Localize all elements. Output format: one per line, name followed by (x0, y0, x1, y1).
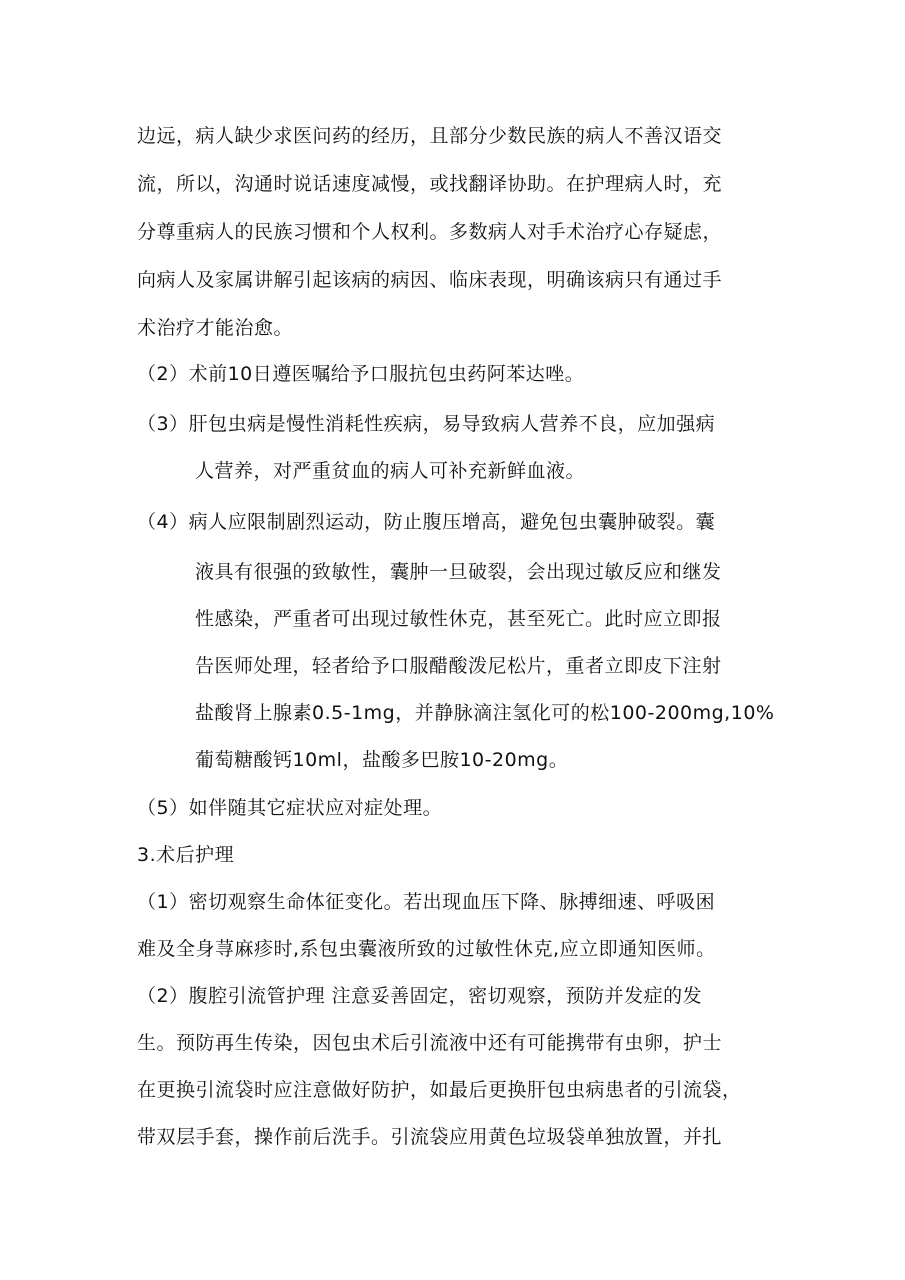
list-item-preop-4: （4）病人应限制剧烈运动，防止腹压增高，避免包虫囊肿破裂。囊 (137, 511, 716, 533)
list-item-preop-4-cont: 盐酸肾上腺素0.5-1mg，并静脉滴注氢化可的松100-200mg,10% (195, 702, 775, 724)
list-item-postop-1-cont: 难及全身荨麻疹时,系包虫囊液所致的过敏性休克,应立即通知医师。 (137, 938, 716, 960)
section-heading-postop: 3.术后护理 (137, 844, 235, 866)
list-item-postop-1: （1）密切观察生命体征变化。若出现血压下降、脉搏细速、呼吸困 (137, 891, 716, 913)
list-item-preop-3: （3）肝包虫病是慢性消耗性疾病，易导致病人营养不良，应加强病 (137, 413, 716, 435)
paragraph-line: 分尊重病人的民族习惯和个人权利。多数病人对手术治疗心存疑虑， (137, 221, 723, 243)
list-item-preop-5: （5）如伴随其它症状应对症处理。 (137, 797, 443, 819)
list-item-preop-2: （2）术前10日遵医嘱给予口服抗包虫药阿苯达唑。 (137, 363, 585, 385)
paragraph-line: 边远，病人缺少求医问药的经历，且部分少数民族的病人不善汉语交 (137, 125, 723, 147)
list-item-preop-4-cont: 液具有很强的致敏性，囊肿一旦破裂，会出现过敏反应和继发 (195, 561, 722, 583)
list-item-preop-4-cont: 性感染，严重者可出现过敏性休克，甚至死亡。此时应立即报 (195, 608, 722, 630)
list-item-postop-2-cont: 带双层手套，操作前后洗手。引流袋应用黄色垃圾袋单独放置，并扎 (137, 1126, 723, 1148)
list-item-preop-4-cont: 告医师处理，轻者给予口服醋酸泼尼松片，重者立即皮下注射 (195, 655, 722, 677)
list-item-preop-3-cont: 人营养，对严重贫血的病人可补充新鲜血液。 (195, 460, 586, 482)
list-item-postop-2-cont: 生。预防再生传染，因包虫术后引流液中还有可能携带有虫卵，护士 (137, 1032, 723, 1054)
paragraph-line: 流，所以，沟通时说话速度减慢，或找翻译协助。在护理病人时，充 (137, 173, 723, 195)
list-item-postop-2: （2）腹腔引流管护理 注意妥善固定，密切观察，预防并发症的发 (137, 985, 703, 1007)
list-item-preop-4-cont: 葡萄糖酸钙10ml，盐酸多巴胺10-20mg。 (195, 749, 569, 771)
paragraph-line: 术治疗才能治愈。 (137, 317, 294, 339)
list-item-postop-2-cont: 在更换引流袋时应注意做好防护，如最后更换肝包虫病患者的引流袋， (137, 1079, 742, 1101)
paragraph-line: 向病人及家属讲解引起该病的病因、临床表现，明确该病只有通过手 (137, 269, 723, 291)
